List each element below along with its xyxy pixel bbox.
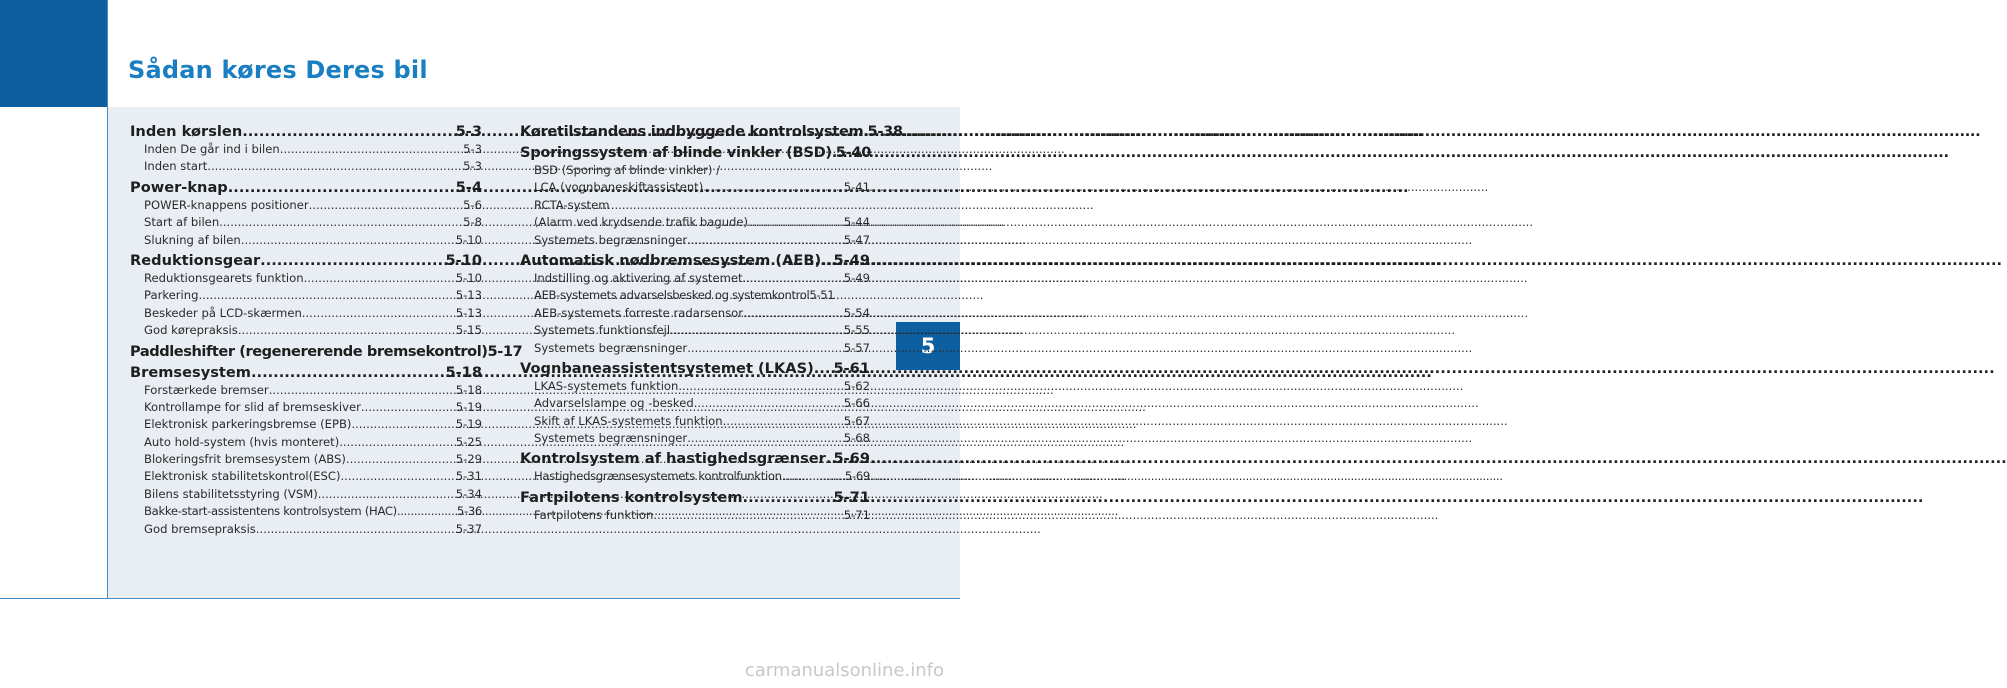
toc-entry[interactable]: Power-knap ..... 5-4 xyxy=(130,178,482,197)
toc-subentry[interactable]: Beskeder på LCD-skærmen ..... 5-13 xyxy=(130,305,482,322)
toc-entry[interactable]: Automatisk nødbremsesystem (AEB) ..... 5-49 xyxy=(520,251,870,270)
toc-subentry[interactable]: Inden De går ind i bilen ..... 5-3 xyxy=(130,141,482,158)
toc-subentry[interactable]: Hastighedsgrænsesystemets kontrolfunktion ..... 5-69 xyxy=(520,468,870,485)
toc-subentry[interactable]: Forstærkede bremser ..... 5-18 xyxy=(130,382,482,399)
toc-subentry[interactable]: Skift af LKAS-systemets funktion ..... 5-67 xyxy=(520,413,870,430)
toc-entry[interactable]: Vognbaneassistentsystemet (LKAS) ..... 5-61 xyxy=(520,359,870,378)
chapter-tab[interactable]: 5 xyxy=(896,322,960,370)
toc-subentry[interactable]: Elektronisk parkeringsbremse (EPB) ..... 5-19 xyxy=(130,416,482,433)
bottom-rule xyxy=(0,598,960,599)
toc-subentry[interactable]: LCA (vognbaneskiftassistent) ..... 5-41 xyxy=(520,179,870,196)
toc-subentry[interactable]: Bilens stabilitetsstyring (VSM) ..... 5-34 xyxy=(130,486,482,503)
toc-subentry[interactable]: Systemets begrænsninger ..... 5-47 xyxy=(520,232,870,249)
toc-subentry[interactable]: POWER-knappens positioner ..... 5-6 xyxy=(130,197,482,214)
toc-subentry[interactable]: AEB-systemets forreste radarsensor ..... 5-54 xyxy=(520,305,870,322)
toc-subentry[interactable]: God bremsepraksis ..... 5-37 xyxy=(130,521,482,538)
toc-entry[interactable]: Kontrolsystem af hastighedsgrænser ..... 5-69 xyxy=(520,449,870,468)
toc-subentry[interactable]: Reduktionsgearets funktion ..... 5-10 xyxy=(130,270,482,287)
toc-subentry[interactable]: Fartpilotens funktion ..... 5-71 xyxy=(520,507,870,524)
toc-entry[interactable]: Køretilstandens indbyggede kontrolsystem ..... 5-38 xyxy=(520,122,870,141)
toc-subentry[interactable]: Start af bilen ..... 5-8 xyxy=(130,214,482,231)
toc-right-column xyxy=(520,122,903,524)
toc-subentry[interactable]: Indstilling og aktivering af systemet ..... 5-49 xyxy=(520,270,870,287)
toc-subentry[interactable]: Kontrollampe for slid af bremseskiver ..... 5-19 xyxy=(130,399,482,416)
toc-subentry[interactable]: God kørepraksis ..... 5-15 xyxy=(130,322,482,339)
toc-entry[interactable]: Fartpilotens kontrolsystem ..... 5-71 xyxy=(520,488,870,507)
toc-entry[interactable]: Inden kørslen ..... 5-3 xyxy=(130,122,482,141)
page-title: Sådan køres Deres bil xyxy=(128,56,428,84)
toc-subentry-line: BSD (Sporing af blinde vinkler) / xyxy=(534,163,721,177)
toc-subentry[interactable]: Systemets funktionsfejl ..... 5-55 xyxy=(520,322,870,339)
toc-entry[interactable]: Sporingssystem af blinde vinkler (BSD) ..... 5-40 xyxy=(520,143,870,162)
toc-subentry[interactable]: Slukning af bilen ..... 5-10 xyxy=(130,232,482,249)
toc-subentry[interactable]: AEB-systemets advarselsbesked og systemkontrol 5-51 xyxy=(534,288,835,303)
toc-subentry[interactable]: Parkering ..... 5-13 xyxy=(130,287,482,304)
toc-subentry[interactable]: (Alarm ved krydsende trafik bagude) ..... 5-44 xyxy=(520,214,870,231)
toc-subentry[interactable]: Systemets begrænsninger ..... 5-68 xyxy=(520,430,870,447)
toc-entry[interactable]: Paddleshifter (regenererende bremsekontrol) 5-17 xyxy=(130,342,523,360)
toc-subentry-line: RCTA-system xyxy=(534,197,610,212)
header-corner-block xyxy=(0,0,107,107)
toc-subentry[interactable]: LKAS-systemets funktion ..... 5-62 xyxy=(520,378,870,395)
toc-subentry[interactable]: Elektronisk stabilitetskontrol(ESC) ..... 5-31 xyxy=(130,468,482,485)
toc-subentry[interactable]: Advarselslampe og -besked ..... 5-66 xyxy=(520,395,870,412)
toc-subentry[interactable]: Systemets begrænsninger ..... 5-57 xyxy=(520,340,870,357)
toc-subentry[interactable]: Auto hold-system (hvis monteret) ..... 5-25 xyxy=(130,434,482,451)
toc-subentry[interactable]: Blokeringsfrit bremsesystem (ABS) ..... 5-29 xyxy=(130,451,482,468)
toc-entry[interactable]: Reduktionsgear ..... 5-10 xyxy=(130,251,482,270)
toc-subentry[interactable]: Bakke-start-assistentens kontrolsystem (HAC) ..... 5-36 xyxy=(130,503,482,520)
toc-left-column xyxy=(130,122,523,538)
watermark: carmanualsonline.info xyxy=(744,660,944,681)
toc-subentry[interactable]: Inden start ..... 5-3 xyxy=(130,158,482,175)
toc-entry[interactable]: Bremsesystem ..... 5-18 xyxy=(130,363,482,382)
